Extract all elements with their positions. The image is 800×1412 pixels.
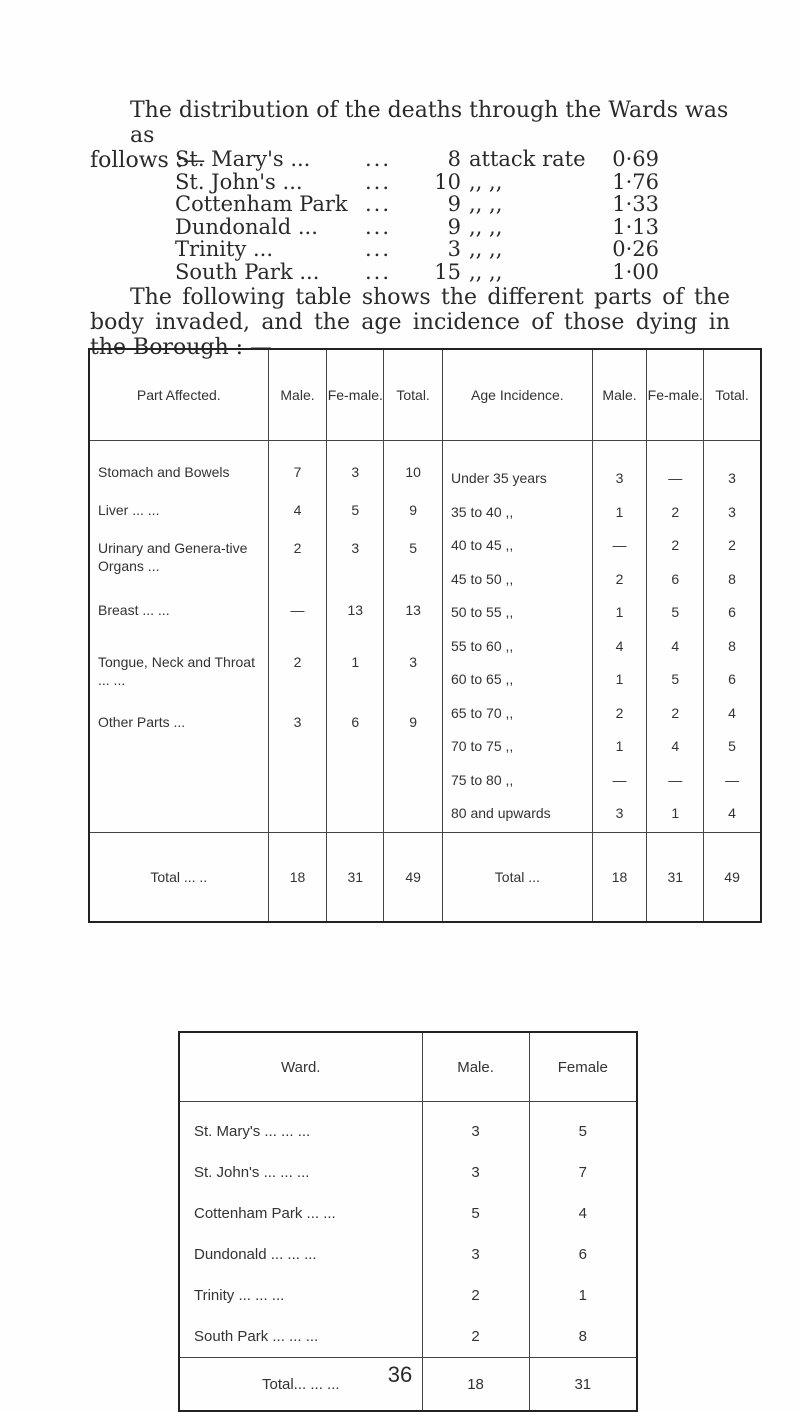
age-male: 2 [615,704,624,721]
attack-count: 8 [447,147,461,171]
ward-female-cell: 1 [529,1275,637,1316]
ward-attack-rate-list [175,148,659,283]
col-age-female [647,441,704,833]
attack-rate-value: 1·76 [612,169,659,194]
age-total: 6 [728,671,736,687]
part-total: 3 [409,654,417,670]
part-total: 9 [409,502,417,518]
age-female: 2 [671,537,680,553]
age-male: 3 [615,470,624,486]
ward-male-cell: 5 [422,1193,529,1234]
col-total [384,441,443,833]
leader-dots: ... [365,192,392,216]
leader-dots: ... [365,237,392,261]
ward-cell: St. John's ... ... ... [194,1164,310,1181]
parts-affected-age-table [88,348,762,923]
age-range: 55 to 60 ,, [451,637,514,654]
part-female: 3 [351,464,360,480]
age-female: 6 [671,570,680,587]
part-female: 6 [351,714,360,730]
ward-table-row [179,1152,637,1193]
part-name: Liver ... ... [98,502,160,518]
age-total-male: 18 [592,832,647,922]
ward-cell: St. Mary's ... ... ... [194,1123,311,1140]
age-range: 75 to 80 ,, [451,771,514,788]
age-female: 5 [671,604,680,620]
age-total: 2 [728,537,736,553]
age-male: — [612,771,627,788]
ward-table-header-row [179,1032,637,1102]
ward-name: South Park ... [175,259,320,284]
part-total: 10 [405,464,421,480]
attack-rate-label: ,, ,, [469,237,503,261]
ward-table-row [179,1102,637,1153]
attack-count: 3 [447,237,461,261]
ward-rate-row [175,193,659,216]
age-female: 2 [671,704,680,721]
age-total: 5 [728,738,736,754]
age-range: 65 to 70 ,, [451,704,514,721]
age-range: Under 35 years [451,470,547,486]
intro-line-1: The distribution of the deaths through the Wards was as [130,98,729,148]
leader-dots: ... [365,259,392,284]
age-female: — [668,470,683,486]
ward-total-female: 31 [529,1358,637,1412]
attack-rate-value: 0·69 [612,147,659,171]
attack-rate-value: 1·00 [612,259,659,284]
ward-table-row [179,1316,637,1358]
ward-rate-row [175,148,659,171]
col-female [327,441,384,833]
header-age-incidence: Age Incidence. [443,349,593,441]
col-age-male [592,441,647,833]
part-total: 9 [409,714,417,730]
table-header-row [89,349,761,441]
part-total: 13 [405,602,421,618]
total-label: Total ... .. [89,832,268,922]
age-female: 1 [671,805,680,821]
part-name: Stomach and Bowels [98,464,230,480]
part-name: Urinary and Genera-tive Organs ... [98,540,248,574]
age-female: 4 [671,738,680,754]
ward-male-cell: 2 [422,1275,529,1316]
part-male: — [290,602,305,618]
ward-name: Trinity ... [175,237,274,261]
ward-name: Cottenham Park [175,192,348,216]
header-age-total: Total. [704,349,761,441]
leader-dots: ... [365,214,392,239]
age-male: 1 [615,738,624,754]
age-male: 1 [615,604,624,620]
age-range: 35 to 40 ,, [451,503,514,520]
age-male: 3 [615,805,624,821]
ward-table-row [179,1193,637,1234]
attack-count: 9 [447,192,461,216]
header-ward: Ward. [179,1032,422,1102]
header-age-male: Male. [592,349,647,441]
ward-total-label: Total... ... ... [179,1358,422,1412]
ward-cell: Cottenham Park ... ... [194,1205,336,1222]
age-female: — [668,771,683,788]
age-female: 2 [671,503,680,520]
ward-cell: Dundonald ... ... ... [194,1246,317,1263]
ward-name: St. John's ... [175,169,303,194]
part-male: 7 [293,464,302,480]
age-total: 3 [728,503,736,520]
ward-rate-row [175,261,659,284]
attack-count: 9 [447,214,461,239]
ward-female-cell: 4 [529,1193,637,1234]
part-name: Tongue, Neck and Throat ... ... [98,654,255,688]
ward-name: St. Mary's ... [175,147,311,171]
age-range: 45 to 50 ,, [451,570,514,587]
ward-total-male: 18 [422,1358,529,1412]
attack-rate-label: ,, ,, [469,169,503,194]
ward-female-cell: 6 [529,1234,637,1275]
ward-rate-row [175,216,659,239]
total-male: 18 [268,832,327,922]
ward-female-cell: 8 [529,1316,637,1358]
ward-table-row [179,1234,637,1275]
table-intro-text: The following table shows the different parts of the body invaded, and the age incidence of those dying in the Borough : — [90,285,730,360]
ward-name: Dundonald ... [175,214,318,239]
attack-rate-label: ,, ,, [469,192,503,216]
ward-rate-row [175,238,659,261]
page-number: 36 [387,1362,413,1387]
age-range: 40 to 45 ,, [451,537,514,553]
attack-rate-value: 0·26 [612,237,659,261]
age-total: 6 [728,604,736,620]
age-total: 4 [728,805,736,821]
ward-male-cell: 3 [422,1234,529,1275]
header-male: Male. [268,349,327,441]
part-total: 5 [409,540,417,556]
part-male: 3 [293,714,302,730]
age-total: 8 [728,637,736,654]
attack-rate-label: ,, ,, [469,214,503,239]
part-male: 2 [293,540,302,556]
header-female: Fe-male. [327,349,384,441]
header-ward-male: Male. [422,1032,529,1102]
attack-rate-value: 1·33 [612,192,659,216]
header-age-female: Fe-male. [647,349,704,441]
intro-line-2: follows :— [90,148,206,173]
age-male: 1 [615,671,624,687]
total-total: 49 [384,832,443,922]
part-female: 13 [347,602,364,618]
header-ward-female: Female [529,1032,637,1102]
age-male: — [612,537,627,553]
ward-sex-table [178,1031,638,1412]
col-age-total [704,441,761,833]
attack-rate-label: ,, ,, [469,259,503,284]
ward-male-cell: 3 [422,1102,529,1153]
part-name: Breast ... ... [98,602,170,618]
age-total: 4 [728,704,736,721]
ward-female-cell: 5 [529,1102,637,1153]
age-total-total: 49 [704,832,761,922]
leader-dots: ... [365,169,392,194]
ward-male-cell: 3 [422,1152,529,1193]
age-male: 4 [615,637,624,654]
part-name: Other Parts ... [98,714,186,730]
age-total-label: Total ... [443,832,593,922]
ward-rate-row [175,171,659,194]
part-male: 2 [293,654,302,670]
col-male [268,441,327,833]
age-female: 5 [671,671,680,687]
age-total: — [725,771,740,788]
age-total-female: 31 [647,832,704,922]
header-total: Total. [384,349,443,441]
attack-count: 15 [434,259,461,284]
part-female: 3 [351,540,360,556]
total-female: 31 [327,832,384,922]
table-body-row [89,441,761,833]
attack-count: 10 [434,169,461,194]
age-range: 60 to 65 ,, [451,671,514,687]
attack-rate-value: 1·13 [612,214,659,239]
attack-rate-label: attack rate [469,147,586,171]
age-female: 4 [671,637,680,654]
age-total: 3 [728,470,736,486]
age-male: 2 [615,570,624,587]
leader-dots: ... [365,147,392,171]
age-range: 70 to 75 ,, [451,738,514,754]
col-age [443,441,593,833]
age-range: 50 to 55 ,, [451,604,514,620]
ward-cell: Trinity ... ... ... [194,1287,285,1304]
ward-female-cell: 7 [529,1152,637,1193]
ward-cell: South Park ... ... ... [194,1328,319,1345]
ward-male-cell: 2 [422,1316,529,1358]
col-part [89,441,268,833]
header-part-affected: Part Affected. [89,349,268,441]
total-row [89,832,761,922]
part-male: 4 [293,502,302,518]
part-female: 5 [351,502,360,518]
part-female: 1 [351,654,360,670]
age-range: 80 and upwards [451,805,551,821]
ward-table-row [179,1275,637,1316]
age-total: 8 [728,570,736,587]
age-male: 1 [615,503,624,520]
